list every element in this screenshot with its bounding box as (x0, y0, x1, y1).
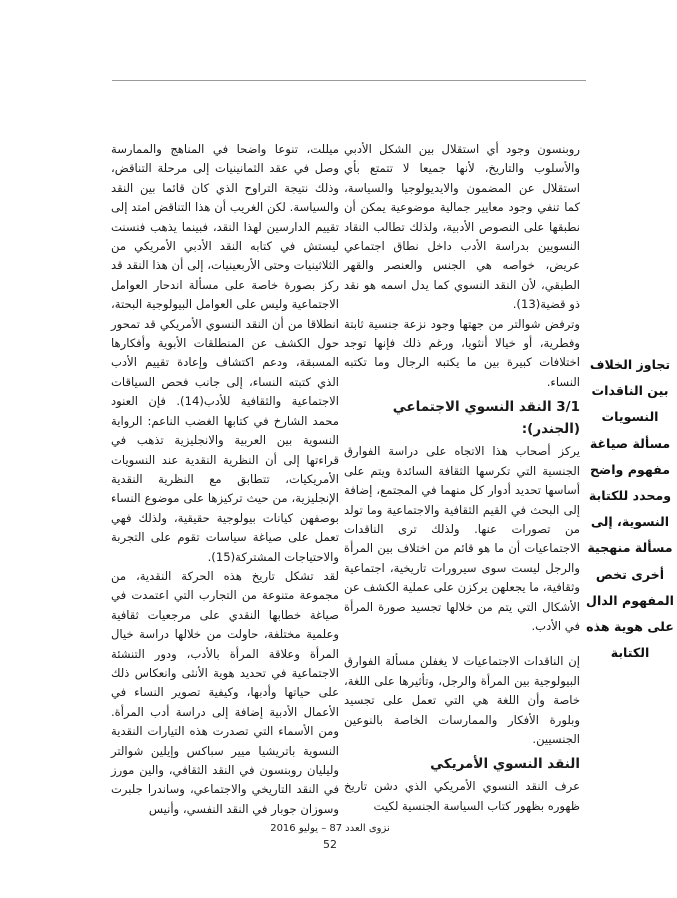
section-heading: النقد النسوي الأمريكي (430, 756, 580, 773)
paragraph: يركز أصحاب هذا الاتجاه على دراسة الفوارق الجنسية التي تكرسها الثقافة السائدة ويتم على أساسها تحديد أدوار كل منهما في المجتمع، إضافة إلى البحث في القيم الثقافية والاجتماعية وما تولد من تصورات عنها. ولذلك ترى الناقدات الاجتماعيات أن ما هو قائم من اختلاف بين المرأة والرجل ليست سوى سيرورات تاريخية، اجتماعية وثقافية، ما يجعلهن يركزن على عملية الكشف عن الأشكال التي يتم من خلالها تجسيد صورة المرأة في الأدب. (344, 444, 580, 633)
paragraph: روبنسون وجود أي استقلال بين الشكل الأدبي والأسلوب والتاريخ، لأنها جميعا لا تتمتع بأي استقلال عن المضمون والايديولوجيا والسياسة، كما تنفي وجود معايير جمالية موضوعية يمكن أن نطبقها على النصوص الأدبية، ولذلك تطالب النقاد النسويين بدراسة الأدب داخل نطاق اجتماعي عريض، خواصه هي الجنس والعنصر والقهر الطبقي، لأن النقد النسوي كما يدل اسمه هو نقد ذو قضية(13). (344, 142, 580, 312)
section-heading: 3/1 النقد النسوي الاجتماعي (الجندر): (392, 399, 580, 438)
top-rule (112, 80, 586, 81)
right-column (344, 140, 580, 816)
issue-label: نزوى العدد 87 – يوليو 2016 (270, 823, 390, 834)
pull-quote: تجاوز الخلاف بين الناقدات النسويات مسألة صياغة مفهوم واضح ومحدد للكتابة النسوية، إلى مسألة منهجية أخرى تخص المفهوم الدال على هوية هذه الكتابة (586, 357, 674, 661)
paragraph: ميللت، تنوعا واضحا في المناهج والممارسة وصل في عقد الثمانينيات إلى مرحلة التناقض، وذلك نتيجة التراوح الذي كان قائما بين النقد والسياسة. لكن الغريب أن هذا التناقض امتد إلى تقييم الدارسين لهذا النقد، فبينما يذهب فنسنت ليستش في كتابه النقد الأدبي الأمريكي من الثلاثينيات وحتى الأربعينيات، إلى أن هذا النقد قد ركز بصورة خاصة على مسألة اندحار العوامل الاجتماعية وليس على العوامل البيولوجية البحتة، انطلاقا من أن النقد النسوي الأمريكي قد تمحور حول الكشف عن المنطلقات الأبوية وأفكارها المسبقة، ودعم اكتشاف وإعادة تقييم الأدب الذي كتبته النساء، إلى جانب فحص السياقات الاجتماعية والثقافية للأدب(14). فإن العنود محمد الشارخ في كتابها الغضب الناعم: الرواية النسوية بين العربية والانجليزية تذهب في قراءتها إلى أن النظرية النقدية عند النسويات الأمريكيات، تتطابق مع النظرية النقدية الإنجليزية، من حيث تركيزها على موضوع النساء بوصفهن كيانات بيولوجية حقيقية، ولذلك فهي تعمل على صياغة سياسات تقوم على التجربة والاحتياجات المشتركة(15). (111, 142, 340, 564)
paragraph: إن الناقدات الاجتماعيات لا يغفلن مسألة الفوارق البيولوجية بين المرأة والرجل، وتأثيرها على اللغة، خاصة وأن اللغة هي التي تعمل على تجسيد وبلورة الأفكار والممارسات الخاصة بالنوعين الجنسيين. (344, 654, 580, 746)
left-column (111, 140, 339, 819)
paragraph: لقد تشكل تاريخ هذه الحركة النقدية، من مجموعة متنوعة من التجارب التي اعتمدت في صياغة خطابها النقدي على مرجعيات ثقافية وعلمية مختلفة، حاولت من خلالها دراسة خيال المرأة وعلاقة المرأة بالأدب، ودور التنشئة الاجتماعية في تحديد هوية الأنثى وانعكاس ذلك على حياتها وأدبها، وكيفية تصوير النساء في الأعمال الأدبية إضافة إلى دراسة أدب المرأة. ومن الأسماء التي تصدرت هذه التيارات النقدية النسوية باتريشيا ميير سباكس وإيلين شوالتر وليليان روبنسون في النقد الثقافي، والين مورز في النقد التاريخي والاجتماعي، وساندرا جلبرت وسوزان جوبار في النقد النفسي، وأنيس (111, 568, 339, 816)
paragraph: وترفض شوالتر من جهتها وجود نزعة جنسية ثابتة وفطرية، أو خيالا أنثويا، ورغم ذلك فإنها توجد اختلافات كبيرة بين ما يكتبه الرجال وما تكتبه النساء. (344, 316, 580, 389)
paragraph: عرف النقد النسوي الأمريكي الذي دشن تاريخ ظهوره بظهور كتاب السياسة الجنسية لكيت (344, 779, 580, 813)
page-number: 52 (323, 838, 337, 851)
